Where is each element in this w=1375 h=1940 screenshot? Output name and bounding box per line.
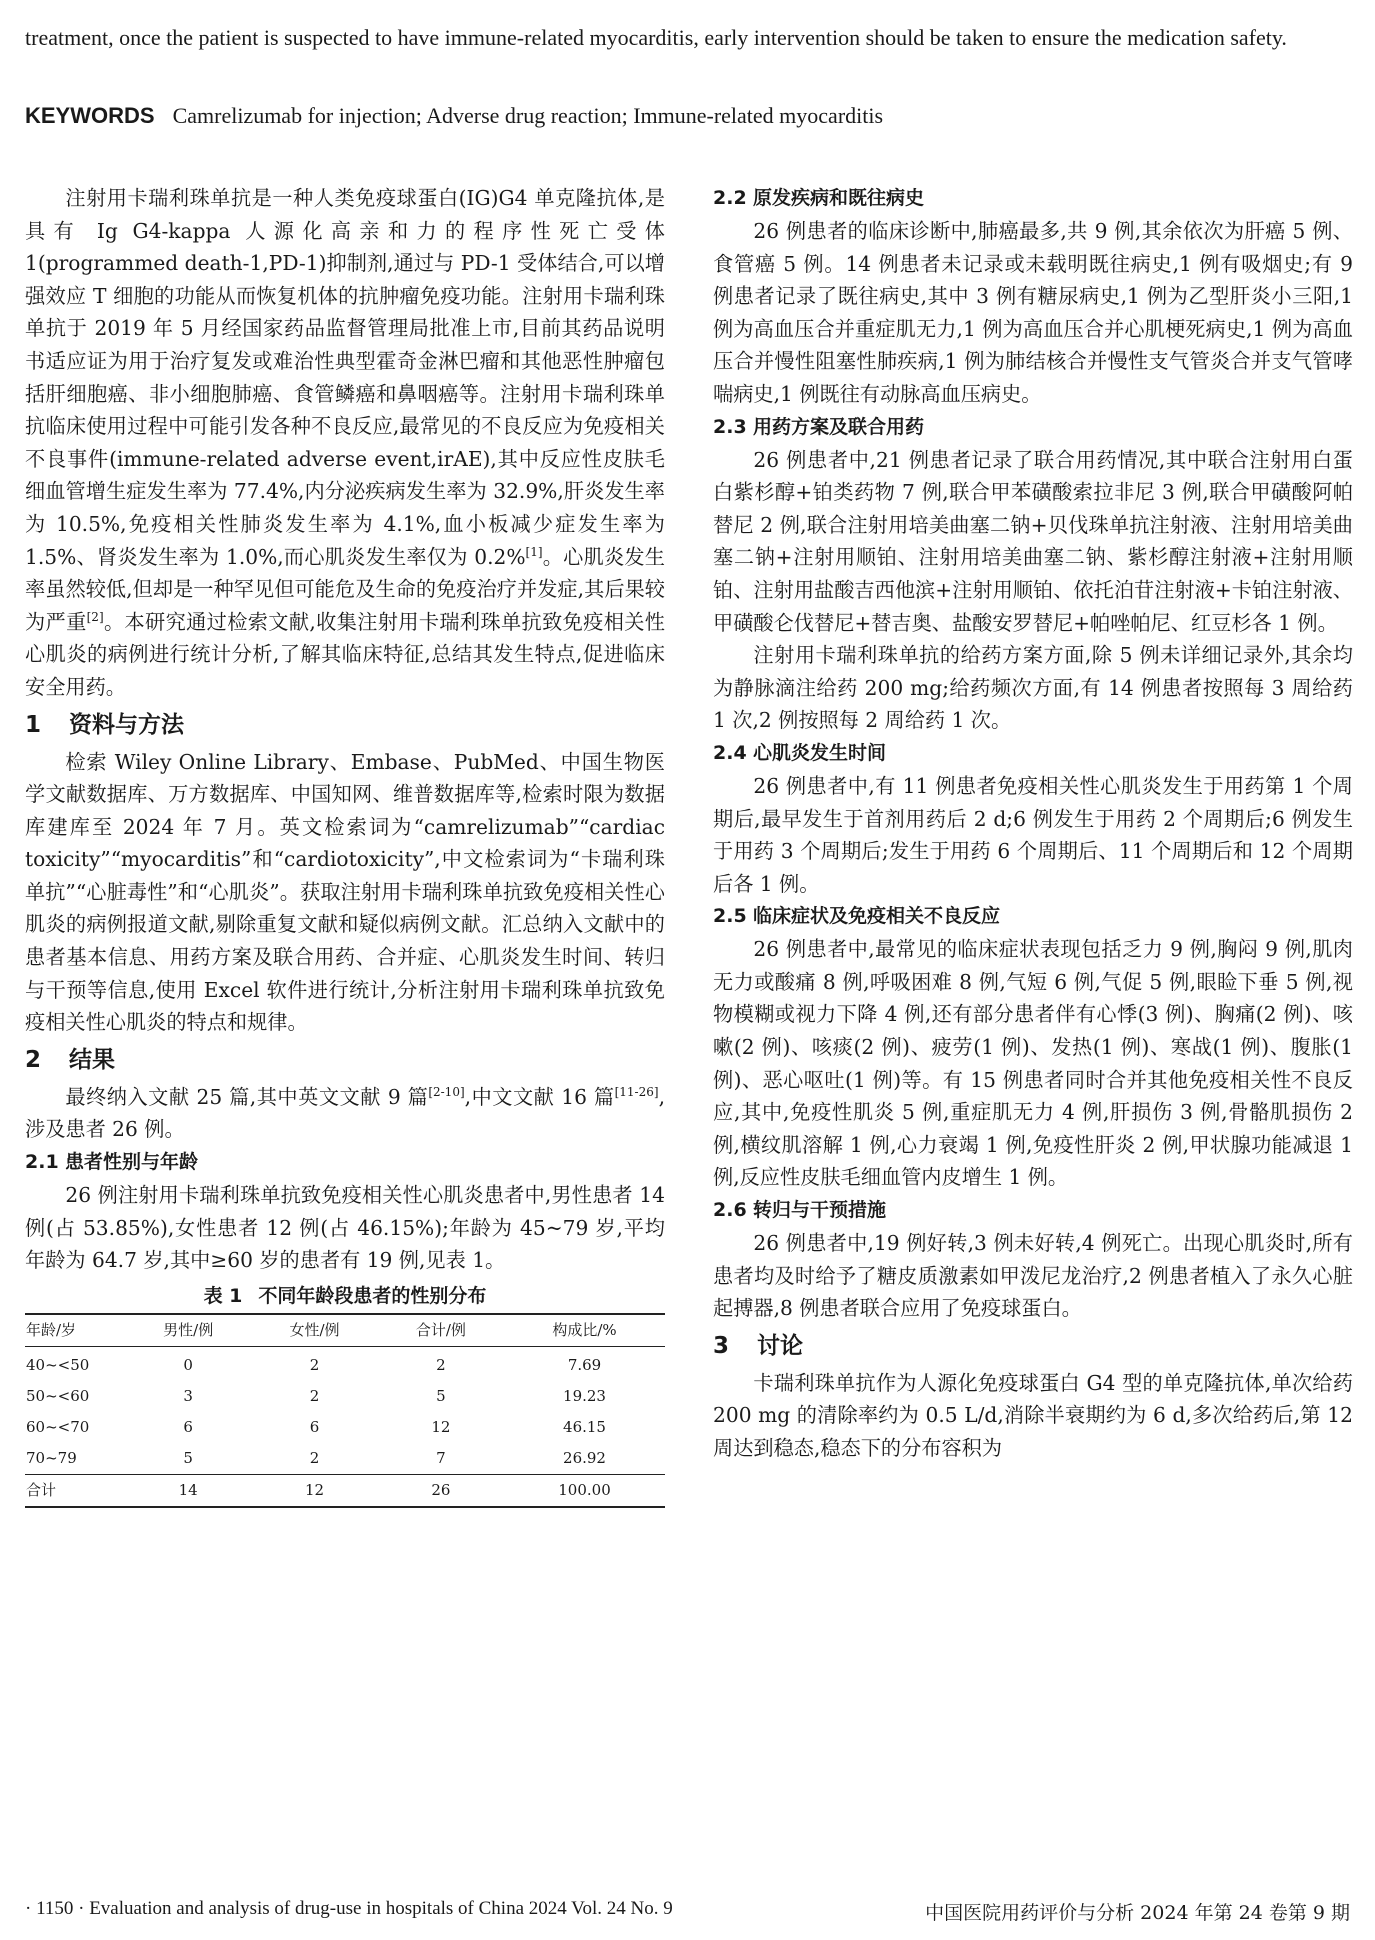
intro-text-a: 注射用卡瑞利珠单抗是一种人类免疫球蛋白(IG)G4 单克隆抗体,是具有 Ig G4-kappa 人源化高亲和力的程序性死亡受体 1(programmed death-1,PD-1)抑制剂,通过与 PD-1 受体结合,可以增强效应 T 细胞的功能从而恢复机体的抗肿瘤免疫功能。注射用卡瑞利珠单抗于 2019 年 5 月经国家药品监督管理局批准上市,目前其药品说明书适应证为用于治疗复发或难治性典型霍奇金淋巴瘤和其他恶性肿瘤包括肝细胞癌、非小细胞肺癌、食管鳞癌和鼻咽癌等。注射用卡瑞利珠单抗临床使用过程中可能引发各种不良反应,最常见的不良反应为免疫相关不良事件(immune-related adverse event,irAE),其中反应性皮肤毛细血管增生症发生率为 77.4%,内分泌疾病发生率为 32.9%,肝炎发生率为 10.5%,免疫相关性肺炎发生率为 4.1%,血小板减少症发生率为 1.5%、肾炎发生率为 1.0%,而心肌炎发生率仅为 0.2% xyxy=(25,186,665,569)
section-2-3-number: 2.3 xyxy=(713,415,747,438)
section-2-1-title: 患者性别与年龄 xyxy=(65,1151,199,1174)
table-cell: 6 xyxy=(309,1417,320,1436)
right-column xyxy=(713,182,1353,1465)
section-2-number: 2 xyxy=(25,1046,42,1073)
section-2-2-number: 2.2 xyxy=(713,187,747,209)
section-2-5-title: 临床症状及免疫相关不良反应 xyxy=(753,905,1001,928)
methods-paragraph: 检索 Wiley Online Library、Embase、PubMed、中国生物医学文献数据库、万方数据库、中国知网、维普数据库等,检索时限为数据库建库至 2024 年 7 月。英文检索词为“camrelizumab”“cardiac toxicity”“myocarditis”和“cardiotoxicity”,中文检索词为“卡瑞利珠单抗”“心脏毒性”和“心肌炎”。获取注射用卡瑞利珠单抗致免疫相关性心肌炎的病例报道文献,剔除重复文献和疑似病例文献。汇总纳入文献中的患者基本信息、用药方案及联合用药、合并症、心肌炎发生时间、转归与干预等信息,使用 Excel 软件进行统计,分析注射用卡瑞利珠单抗致免疫相关性心肌炎的特点和规律。 xyxy=(25,749,665,1035)
section-3-number: 3 xyxy=(713,1332,730,1359)
footer-journal-chinese: 中国医院用药评价与分析 2024 年第 24 卷第 9 期 xyxy=(925,1902,1350,1924)
outcome-paragraph: 26 例患者中,19 例好转,3 例未好转,4 例死亡。出现心肌炎时,所有患者均及时给予了糖皮质激素如甲泼尼龙治疗,2 例患者植入了永久心脏起搏器,8 例患者联合应用了免疫球蛋白。 xyxy=(713,1231,1353,1321)
section-2-2-title: 原发疾病和既往病史 xyxy=(753,187,925,209)
combination-drugs-paragraph: 26 例患者中,21 例患者记录了联合用药情况,其中联合注射用白蛋白紫杉醇+铂类药物 7 例,联合甲苯磺酸索拉非尼 3 例,联合甲磺酸阿帕替尼 2 例,联合注射用培美曲塞二钠+贝伐珠单抗注射液、注射用培美曲塞二钠+注射用顺铂、注射用培美曲塞二钠、紫杉醇注射液+注射用顺铂、注射用盐酸吉西他滨+注射用顺铂、依托泊苷注射液+卡铂注射液、甲磺酸仑伐替尼+替吉奥、盐酸安罗替尼+帕唑帕尼、红豆杉各 1 例。 xyxy=(713,447,1353,635)
table-cell: 12 xyxy=(431,1417,451,1436)
keywords-line xyxy=(25,100,1345,131)
table-row xyxy=(25,1346,665,1381)
section-2-6-heading xyxy=(713,1194,1353,1227)
table-1-number: 表 1 xyxy=(203,1284,243,1307)
section-2-4-heading xyxy=(713,737,1353,770)
results-paragraph xyxy=(25,1081,665,1146)
section-2-1-number: 2.1 xyxy=(25,1151,59,1174)
table-cell: 2 xyxy=(309,1355,320,1374)
keywords-label: KEYWORDS xyxy=(25,103,155,128)
table-cell: 46.15 xyxy=(563,1417,606,1436)
section-2-5-number: 2.5 xyxy=(713,905,747,928)
section-2-3-heading xyxy=(713,411,1353,444)
table-row xyxy=(25,1412,665,1443)
table-1 xyxy=(25,1313,665,1508)
results-text-b: ,中文文献 16 篇 xyxy=(464,1084,615,1109)
abstract-conclusion: treatment, once the patient is suspected to have immune-related myocarditis, early intervention should be taken to ensure the medication safety. xyxy=(25,25,1287,50)
citation-2: [2] xyxy=(86,609,104,624)
results-text-c: ,涉及患者 26 例。 xyxy=(25,1084,665,1142)
section-2-6-title: 转归与干预措施 xyxy=(753,1199,887,1222)
table-cell: 3 xyxy=(183,1386,193,1405)
section-2-4-number: 2.4 xyxy=(713,741,747,764)
onset-time-paragraph: 26 例患者中,有 11 例患者免疫相关性心肌炎发生于用药第 1 个周期后,最早发生于首剂用药后 2 d;6 例发生于用药 2 个周期后;6 例发生于用药 3 个周期后;发生于用药 6 个周期后、11 个周期后和 12 个周期后各 1 例。 xyxy=(713,773,1353,896)
table-cell: 5 xyxy=(183,1448,193,1467)
table-header-cell: 合计/例 xyxy=(415,1320,466,1339)
table-cell: 12 xyxy=(304,1480,325,1499)
dosing-paragraph: 注射用卡瑞利珠单抗的给药方案方面,除 5 例未详细记录外,其余均为静脉滴注给药 200 mg;给药频次方面,有 14 例患者按照每 3 周给药 1 次,2 例按照每 2 周给药 1 次。 xyxy=(713,643,1353,733)
table-cell: 7 xyxy=(436,1448,446,1467)
citation-2-10: [2-10] xyxy=(428,1084,465,1099)
table-header-cell: 构成比/% xyxy=(552,1320,617,1339)
section-2-5-heading xyxy=(713,900,1353,933)
table-header-cell: 女性/例 xyxy=(289,1320,340,1339)
table-row xyxy=(25,1443,665,1475)
section-2-title: 结果 xyxy=(69,1046,115,1073)
section-2-1-heading xyxy=(25,1146,665,1179)
table-header-cell: 男性/例 xyxy=(163,1320,214,1339)
table-cell: 2 xyxy=(309,1386,320,1405)
intro-text-c: 。本研究通过检索文献,收集注射用卡瑞利珠单抗致免疫相关性心肌炎的病例进行统计分析,了解其临床特征,总结其发生特点,促进临床安全用药。 xyxy=(25,609,665,699)
table-header-cell: 年龄/岁 xyxy=(26,1320,77,1339)
section-3-heading xyxy=(713,1325,1353,1367)
gender-age-paragraph: 26 例注射用卡瑞利珠单抗致免疫相关性心肌炎患者中,男性患者 14 例(占 53.85%),女性患者 12 例(占 46.15%);年龄为 45~79 岁,平均年龄为 64.7 岁,其中≥60 岁的患者有 19 例,见表 1。 xyxy=(25,1183,665,1273)
table-cell: 70~79 xyxy=(26,1448,77,1467)
table-cell: 26.92 xyxy=(563,1448,606,1467)
table-cell: 2 xyxy=(309,1448,320,1467)
table-cell: 6 xyxy=(183,1417,193,1436)
table-cell: 19.23 xyxy=(563,1386,606,1405)
table-1-title: 不同年龄段患者的性别分布 xyxy=(258,1284,487,1307)
citation-1: [1] xyxy=(525,544,543,559)
intro-paragraph xyxy=(25,182,665,704)
citation-11-26: [11-26] xyxy=(614,1084,659,1099)
section-2-4-title: 心肌炎发生时间 xyxy=(753,741,887,764)
section-2-6-number: 2.6 xyxy=(713,1199,747,1222)
table-cell: 26 xyxy=(431,1480,451,1499)
table-1-caption xyxy=(25,1279,665,1313)
section-3-title: 讨论 xyxy=(757,1332,803,1359)
left-column xyxy=(25,182,665,1508)
disease-history-paragraph: 26 例患者的临床诊断中,肺癌最多,共 9 例,其余依次为肝癌 5 例、食管癌 5 例。14 例患者未记录或未载明既往病史,1 例有吸烟史;有 9 例患者记录了既往病史,其中 3 例有糖尿病史,1 例为乙型肝炎小三阳,1 例为高血压合并重症肌无力,1 例为高血压合并心肌梗死病史,1 例为高血压合并慢性阻塞性肺疾病,1 例为肺结核合并慢性支气管炎合并支气管哮喘病史,1 例既往有动脉高血压病史。 xyxy=(713,219,1353,406)
table-cell: 40~<50 xyxy=(26,1355,90,1374)
section-2-2-heading xyxy=(713,182,1353,215)
intro-text-b: 。心肌炎发生率虽然较低,但却是一种罕见但可能危及生命的免疫治疗并发症,其后果较为严重 xyxy=(25,544,665,634)
table-row xyxy=(25,1381,665,1412)
section-1-title: 资料与方法 xyxy=(69,711,184,738)
table-header-row xyxy=(25,1314,665,1347)
discussion-paragraph: 卡瑞利珠单抗作为人源化免疫球蛋白 G4 型的单克隆抗体,单次给药 200 mg 的清除率约为 0.5 L/d,消除半衰期约为 6 d,多次给药后,第 12 周达到稳态,稳态下的分布容积为 xyxy=(713,1370,1353,1460)
results-text-a: 最终纳入文献 25 篇,其中英文文献 9 篇 xyxy=(65,1084,429,1109)
table-cell: 100.00 xyxy=(558,1480,611,1499)
table-total-row xyxy=(25,1474,665,1507)
table-cell: 7.69 xyxy=(567,1355,602,1374)
keywords-text: Camrelizumab for injection; Adverse drug reaction; Immune-related myocarditis xyxy=(172,103,884,128)
symptoms-paragraph: 26 例患者中,最常见的临床症状表现包括乏力 9 例,胸闷 9 例,肌肉无力或酸痛 8 例,呼吸困难 8 例,气短 6 例,气促 5 例,眼睑下垂 5 例,视物模糊或视力下降 4 例,还有部分患者伴有心悸(3 例)、胸痛(2 例)、咳嗽(2 例)、咳痰(2 例)、疲劳(1 例)、发热(1 例)、寒战(1 例)、腹胀(1 例)、恶心呕吐(1 例)等。有 15 例患者同时合并其他免疫相关性不良反应,其中,免疫性肌炎 5 例,重症肌无力 4 例,肝损伤 3 例,骨骼肌损伤 2 例,横纹肌溶解 1 例,心力衰竭 1 例,免疫性肝炎 2 例,甲状腺功能减退 1 例,反应性皮肤毛细血管内皮增生 1 例。 xyxy=(713,937,1353,1190)
footer-journal-english: · 1150 · Evaluation and analysis of drug-use in hospitals of China 2024 Vol. 24 No. 9 xyxy=(25,1898,673,1919)
section-2-3-title: 用药方案及联合用药 xyxy=(753,415,925,438)
table-cell: 合计 xyxy=(26,1480,57,1499)
table-cell: 60~<70 xyxy=(26,1417,90,1436)
section-1-number: 1 xyxy=(25,711,42,738)
table-cell: 50~<60 xyxy=(26,1386,90,1405)
section-1-heading xyxy=(25,704,665,746)
table-cell: 14 xyxy=(178,1480,198,1499)
section-2-heading xyxy=(25,1039,665,1081)
table-cell: 0 xyxy=(183,1355,193,1374)
table-cell: 5 xyxy=(436,1386,446,1405)
table-cell: 2 xyxy=(436,1355,446,1374)
